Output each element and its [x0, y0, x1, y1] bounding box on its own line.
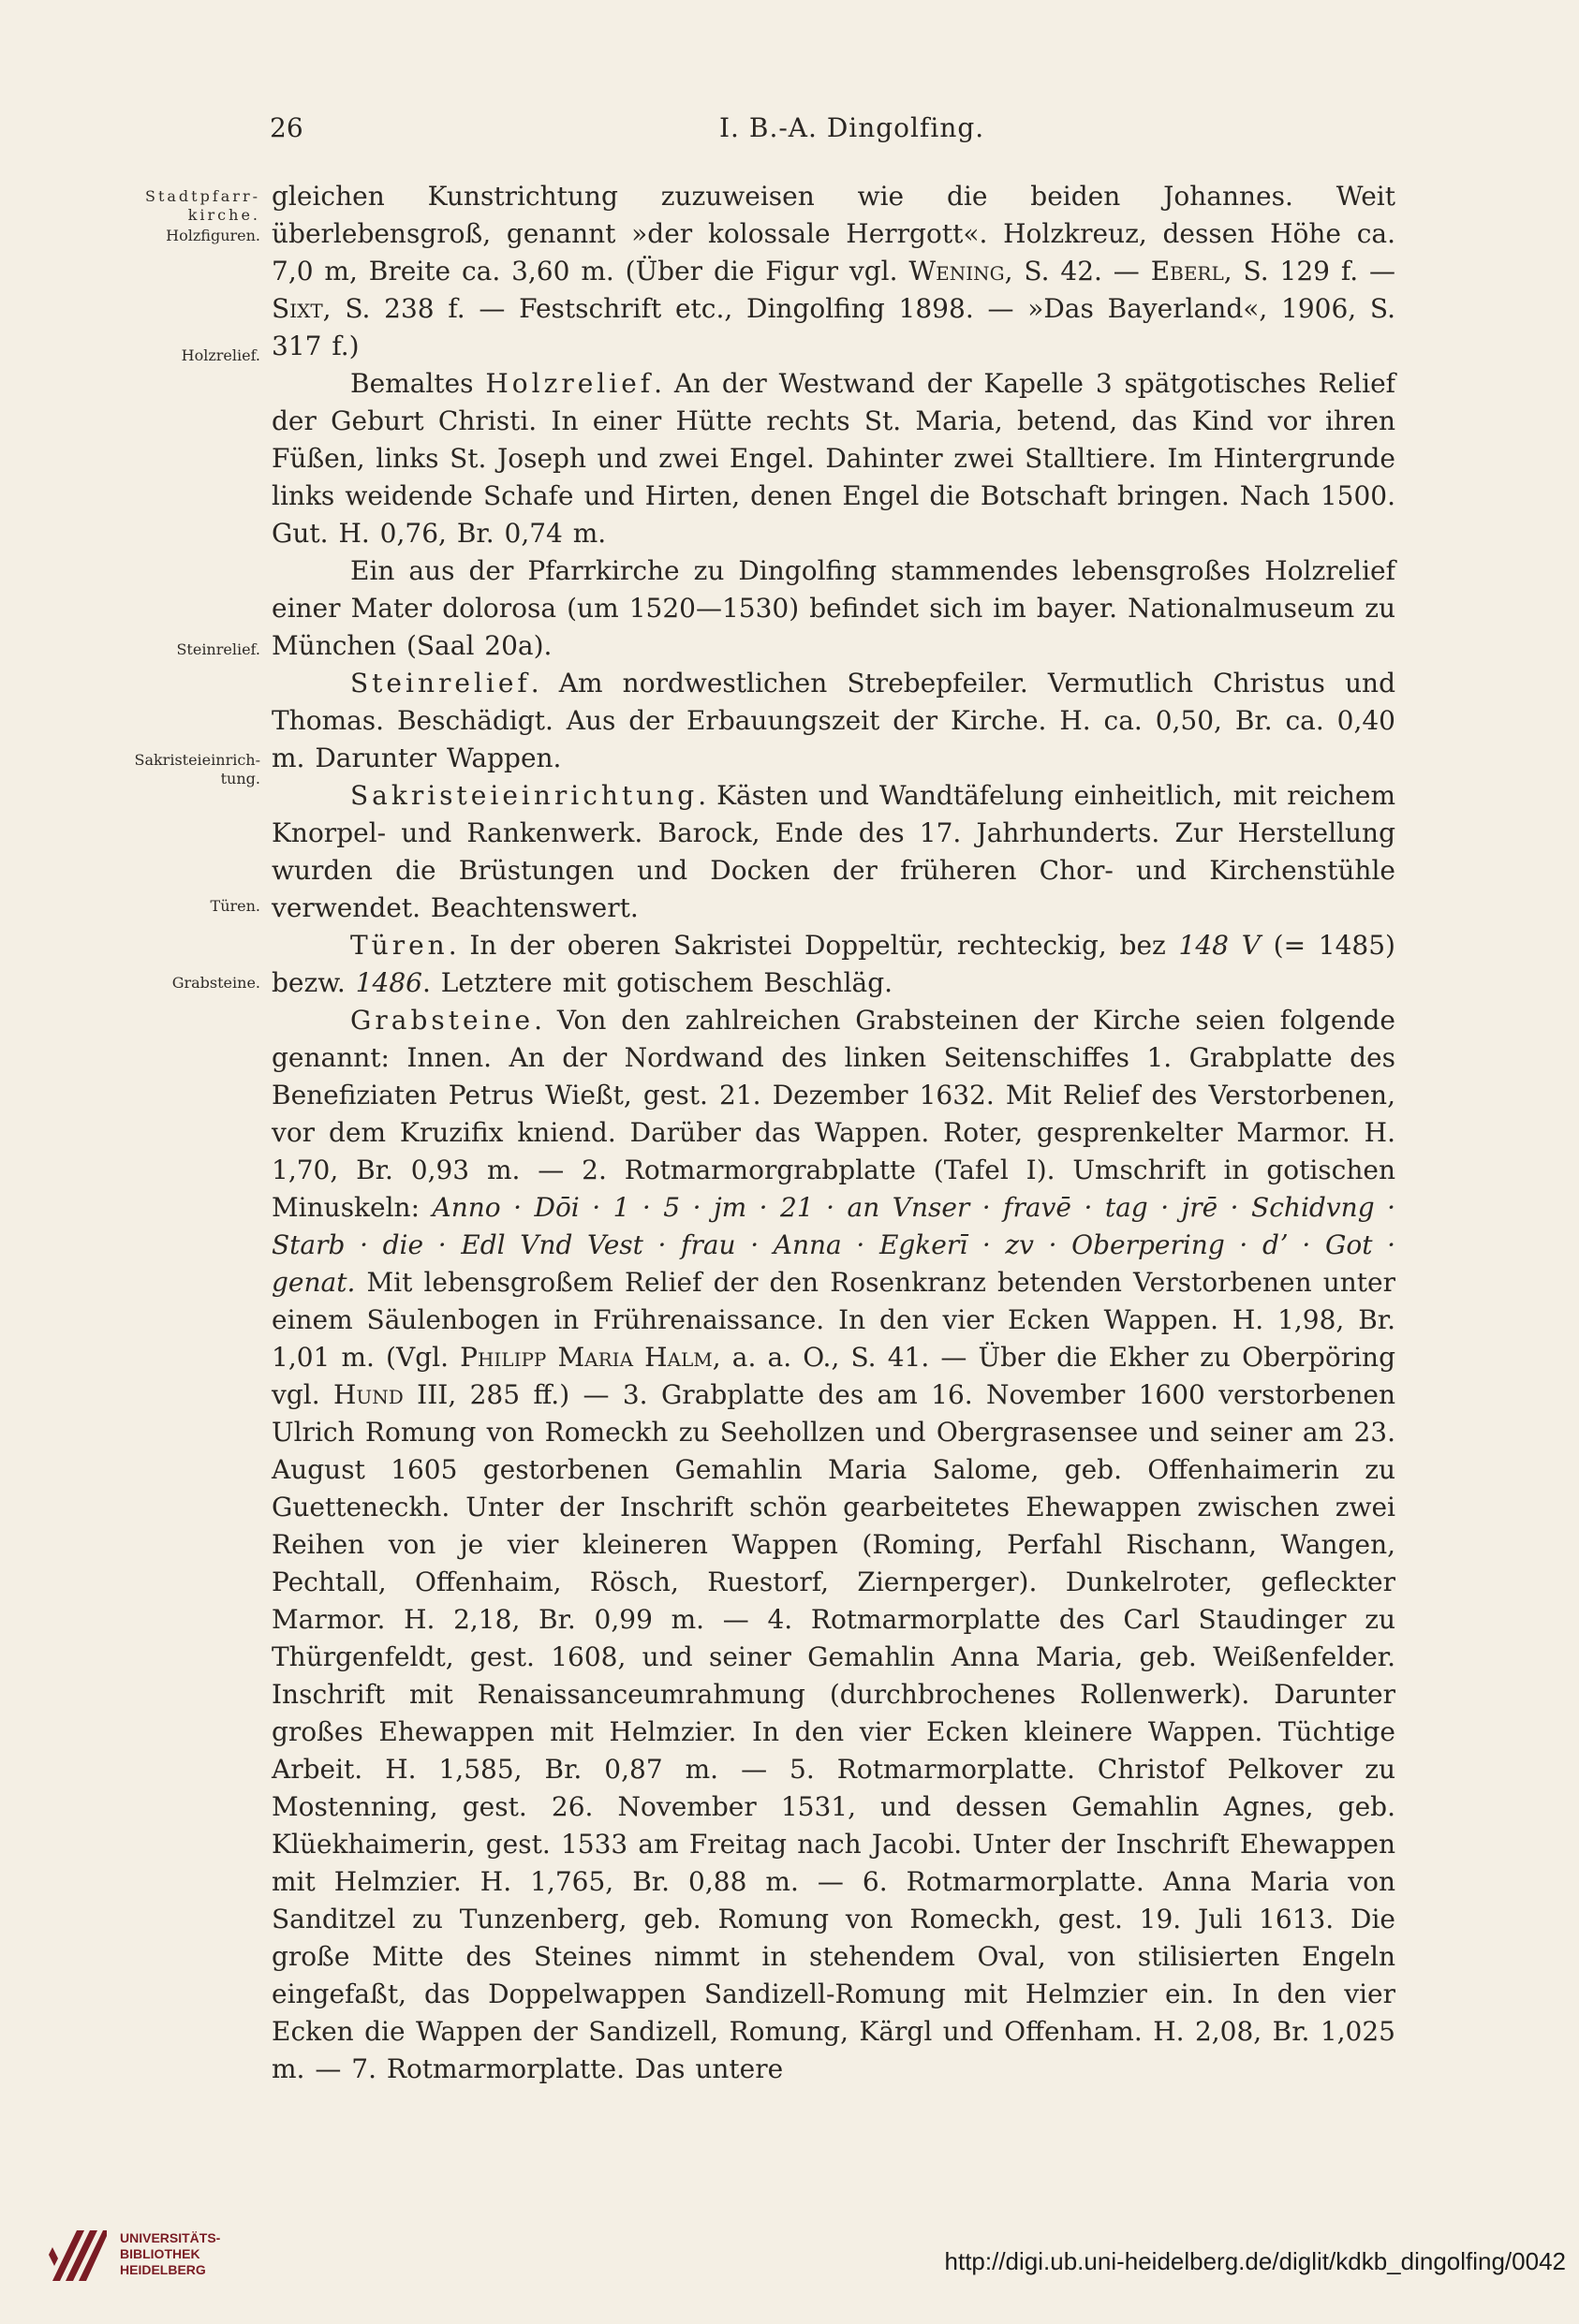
- inscription: Anno · Dōi · 1 · 5 · jm · 21 · an Vnser · fravē · tag · jrē · Schidvng · Starb · die · Edl Vnd Vest · frau · Anna · Egkerī · zv · Oberpering · dʼ · Got · genat.: [272, 1192, 1395, 1298]
- paragraph-holzfiguren: gleichen Kunstrichtung zuzuweisen wie die beiden Johannes. Weit überlebensgroß, genannt »der kolossale Herrgott«. Holzkreuz, dessen Höhe ca. 7,0 m, Breite ca. 3,60 m. (Über die Figur vgl. Wening, S. 42. — Eberl, S. 129 f. — Sixt, S. 238 f. — Festschrift etc., Dingolfing 1898. — »Das Bayerland«, 1906, S. 317 f.): [272, 181, 1395, 361]
- heading-grabsteine: Grabsteine: [350, 1005, 535, 1036]
- source-url[interactable]: http://digi.ub.uni-heidelberg.de/diglit/kdkb_dingolfing/0042: [944, 2247, 1566, 2275]
- library-logo-icon: [49, 2227, 107, 2285]
- sidenote-stadtpfarrkirche: Stadtpfarr- kirche.: [144, 187, 260, 224]
- sidenote-holzfiguren: Holzfiguren.: [166, 227, 260, 244]
- author-wening: Wening: [908, 256, 1005, 287]
- library-name: UNIVERSITÄTS- BIBLIOTHEK HEIDELBERG: [120, 2230, 221, 2277]
- paragraph-tueren: Türen. In der oberen Sakristei Doppeltür, rechteckig, bez 148 V (= 1485) bezw. 1486. Letztere mit gotischem Beschläg.: [272, 930, 1395, 998]
- running-title: I. B.-A. Dingolfing.: [719, 112, 985, 143]
- heading-holzrelief: Holzrelief: [485, 368, 655, 399]
- paragraph-steinrelief: Steinrelief. Am nordwestlichen Strebepfeiler. Vermutlich Christus und Thomas. Beschädigt. Aus der Erbauungszeit der Kirche. H. ca. 0,50, Br. ca. 0,40 m. Darunter Wappen.: [272, 668, 1395, 773]
- author-sixt: Sixt: [272, 293, 323, 324]
- sidenote-tueren: Türen.: [210, 897, 260, 915]
- author-eberl: Eberl: [1150, 256, 1224, 287]
- heading-tueren: Türen: [350, 930, 449, 961]
- page-header: [270, 112, 1412, 150]
- paragraph-mater-dolorosa: Ein aus der Pfarrkirche zu Dingolfing stammendes lebensgroßes Holzrelief einer Mater dolorosa (um 1520—1530) befindet sich im bayer. Nationalmuseum zu München (Saal 20a).: [272, 555, 1395, 661]
- paragraph-holzrelief: Bemaltes Holzrelief. An der Westwand der Kapelle 3 spätgotisches Relief der Geburt Christi. In einer Hütte rechts St. Maria, betend, das Kind vor ihren Füßen, links St. Joseph und zwei Engel. Dahinter zwei Stalltiere. Im Hintergrunde links weidende Schafe und Hirten, denen Engel die Botschaft bringen. Nach 1500. Gut. H. 0,76, Br. 0,74 m.: [272, 368, 1395, 549]
- sidenote-grabsteine: Grabsteine.: [171, 974, 260, 992]
- paragraph-sakristei: Sakristeieinrichtung. Kästen und Wandtäfelung einheitlich, mit reichem Knorpel- und Rankenwerk. Barock, Ende des 17. Jahrhunderts. Zur Herstellung wurden die Brüstungen und Docken der früheren Chor- und Kirchenstühle verwendet. Beachtenswert.: [272, 780, 1395, 923]
- page-number: 26: [270, 112, 303, 143]
- author-halm: Philipp Maria Halm: [460, 1342, 713, 1373]
- sidenote-holzrelief: Holzrelief.: [181, 346, 260, 364]
- body-text: [272, 178, 1395, 2088]
- paragraph-grabsteine: Grabsteine. Von den zahlreichen Grabsteinen der Kirche seien folgende genannt: Innen. An der Nordwand des linken Seitenschiffes 1. Grabplatte des Benefiziaten Petrus Wießt, gest. 21. Dezember 1632. Mit Relief des Verstorbenen, vor dem Kruzifix kniend. Darüber das Wappen. Roter, gesprenkelter Marmor. H. 1,70, Br. 0,93 m. — 2. Rotmarmorgrabplatte (Tafel I). Umschrift in gotischen Minuskeln: Anno · Dōi · 1 · 5 · jm · 21 · an Vnser · fravē · tag · jrē · Schidvng · Starb · die · Edl Vnd Vest · frau · Anna · Egkerī · zv · Oberpering · dʼ · Got · genat. Mit lebensgroßem Relief der den Rosenkranz betenden Verstorbenen unter einem Säulenbogen in Frührenaissance. In den vier Ecken Wappen. H. 1,98, Br. 1,01 m. (Vgl. Philipp Maria Halm, a. a. O., S. 41. — Über die Ekher zu Oberpöring vgl. Hund III, 285 ff.) — 3. Grabplatte des am 16. November 1600 verstorbenen Ulrich Romung von Romeckh zu Seehollzen und Obergrasensee und seiner am 23. August 1605 gestorbenen Gemahlin Maria Salome, geb. Offenhaimerin zu Guetteneckh. Unter der Inschrift schön gearbeitetes Ehewappen zwischen zwei Reihen von je vier kleineren Wappen (Roming, Perfahl Rischann, Wangen, Pechtall, Offenhaim, Rösch, Ruestorf, Ziernperger). Dunkelroter, gefleckter Marmor. H. 2,18, Br. 0,99 m. — 4. Rotmarmorplatte des Carl Staudinger zu Thürgenfeldt, gest. 1608, und seiner Gemahlin Anna Maria, geb. Weißenfelder. Inschrift mit Renaissanceumrahmung (durchbrochenes Rollenwerk). Darunter großes Ehewappen mit Helmzier. In den vier Ecken kleinere Wappen. Tüchtige Arbeit. H. 1,585, Br. 0,87 m. — 5. Rotmarmorplatte. Christof Pelkover zu Mostenning, gest. 26. November 1531, und dessen Gemahlin Agnes, geb. Klüekhaimerin, gest. 1533 am Freitag nach Jacobi. Unter der Inschrift Ehewappen mit Helmzier. H. 1,765, Br. 0,88 m. — 6. Rotmarmorplatte. Anna Maria von Sanditzel zu Tunzenberg, geb. Romung von Romeckh, gest. 19. Juli 1613. Die große Mitte des Steines nimmt in stehendem Oval, von stilisierten Engeln eingefaßt, das Doppelwappen Sandizell-Romung mit Helmzier ein. In den vier Ecken die Wappen der Sandizell, Romung, Kärgl und Offenham. H. 2,08, Br. 1,025 m. — 7. Rotmarmorplatte. Das untere: [272, 1005, 1396, 2084]
- digitization-footer: [0, 2219, 1579, 2324]
- sidenote-steinrelief: Steinrelief.: [176, 640, 260, 658]
- heading-sakristei: Sakristeieinrichtung: [350, 780, 699, 811]
- author-hund: Hund: [332, 1379, 404, 1410]
- sidenote-sakristei: Sakristeieinrich- tung.: [134, 751, 260, 787]
- heading-steinrelief: Steinrelief: [350, 668, 531, 699]
